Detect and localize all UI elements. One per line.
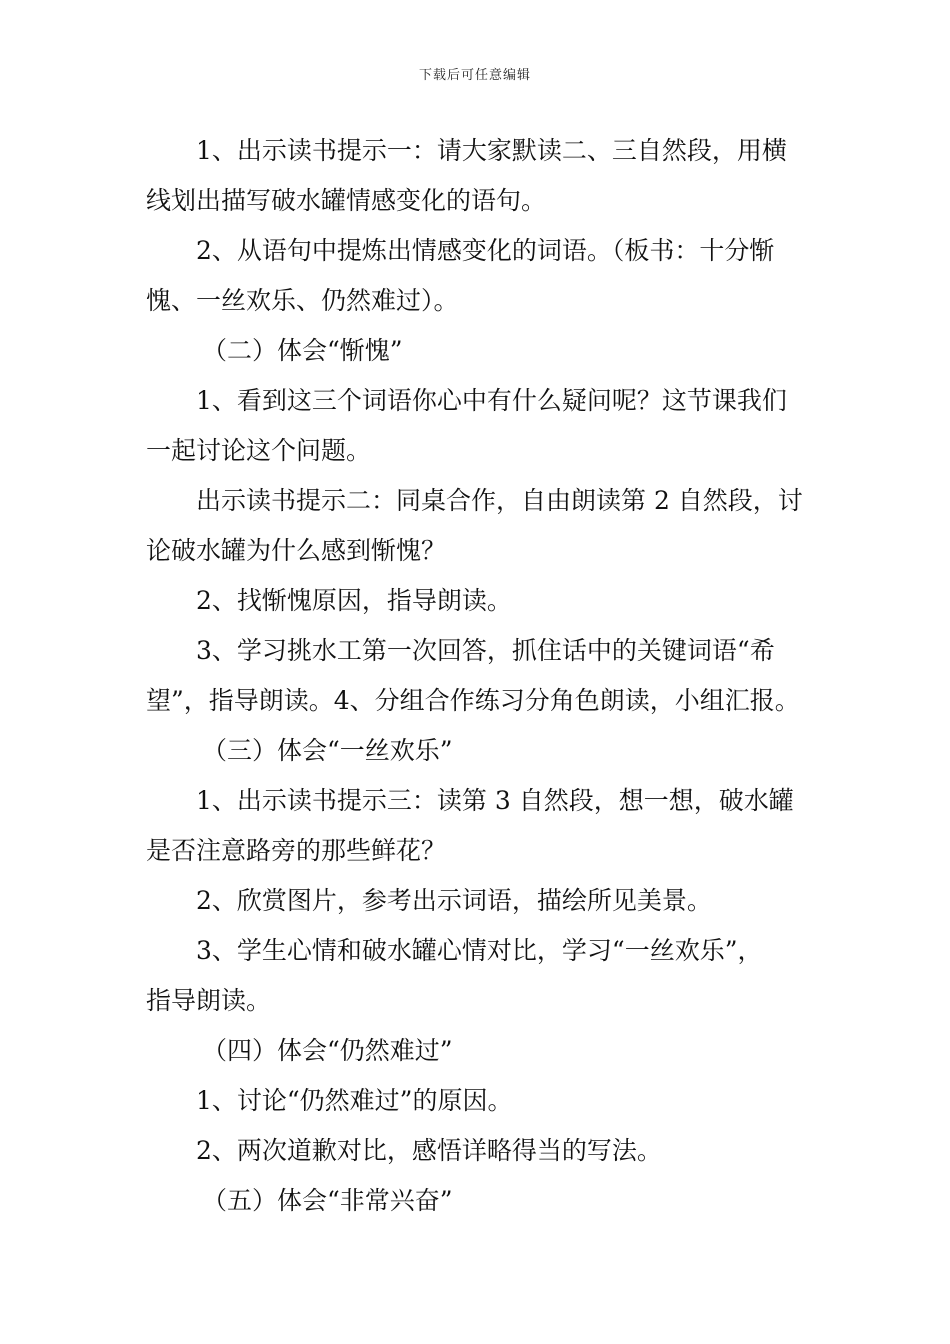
section-heading: （三）体会“一丝欢乐” [202,736,453,765]
paragraph-line: 指导朗读。 [146,986,272,1015]
paragraph-line: 一起讨论这个问题。 [146,436,372,465]
paragraph-line: 3、学生心情和破水罐心情对比，学习“一丝欢乐”， [196,936,763,965]
section-heading: （二）体会“惭愧” [202,336,403,365]
paragraph-line: 2、找惭愧原因，指导朗读。 [196,586,512,615]
paragraph-line: 是否注意路旁的那些鲜花？ [146,836,447,865]
paragraph-line: 望”，指导朗读。4、分组合作练习分角色朗读，小组汇报。 [146,686,800,715]
paragraph-line: 2、欣赏图片，参考出示词语，描绘所见美景。 [196,886,712,915]
section-heading: （四）体会“仍然难过” [202,1036,453,1065]
paragraph-line: 1、出示读书提示一：请大家默读二、三自然段，用横 [196,136,787,165]
section-heading: （五）体会“非常兴奋” [202,1186,453,1215]
paragraph-line: 出示读书提示二：同桌合作，自由朗读第 2 自然段，讨 [196,486,803,515]
paragraph-line: 2、从语句中提炼出情感变化的词语。（板书：十分惭 [196,236,775,265]
paragraph-line: 1、看到这三个词语你心中有什么疑问呢？这节课我们 [196,386,787,415]
paragraph-line: 1、出示读书提示三：读第 3 自然段，想一想，破水罐 [196,786,794,815]
paragraph-line: 2、两次道歉对比，感悟详略得当的写法。 [196,1136,662,1165]
paragraph-line: 论破水罐为什么感到惭愧？ [146,536,447,565]
page-header: 下载后可任意编辑 [418,68,531,83]
paragraph-line: 1、讨论“仍然难过”的原因。 [196,1086,513,1115]
paragraph-line: 愧、一丝欢乐、仍然难过）。 [146,286,459,315]
paragraph-line: 线划出描写破水罐情感变化的语句。 [146,186,547,215]
paragraph-line: 3、学习挑水工第一次回答，抓住话中的关键词语“希 [196,636,775,665]
